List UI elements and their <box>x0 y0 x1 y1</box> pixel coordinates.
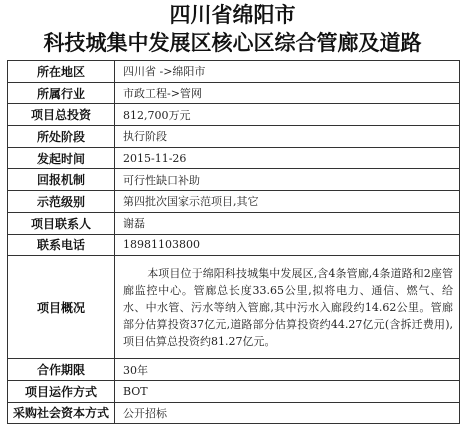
page-title <box>0 0 465 58</box>
row-label: 采购社会资本方式 <box>8 402 115 424</box>
row-label: 项目总投资 <box>8 104 115 126</box>
table-row <box>8 104 460 126</box>
table-row <box>8 234 460 256</box>
table-row <box>8 380 460 402</box>
table-row <box>8 212 460 234</box>
row-label: 发起时间 <box>8 147 115 169</box>
row-value: BOT <box>115 380 460 402</box>
row-label: 项目概况 <box>8 256 115 359</box>
table-row <box>8 359 460 381</box>
title-line-1: 四川省绵阳市 <box>169 3 296 27</box>
row-value: 18981103800 <box>115 234 460 256</box>
table-row <box>8 402 460 424</box>
row-value: 812,700万元 <box>115 104 460 126</box>
table-row <box>8 82 460 104</box>
row-value: 执行阶段 <box>115 126 460 148</box>
row-value: 谢磊 <box>115 212 460 234</box>
row-value: 公开招标 <box>115 402 460 424</box>
table-row <box>8 147 460 169</box>
table-row <box>8 191 460 213</box>
row-value: 第四批次国家示范项目,其它 <box>115 191 460 213</box>
table-row <box>8 256 460 359</box>
row-label: 所在地区 <box>8 61 115 83</box>
row-label: 项目运作方式 <box>8 380 115 402</box>
row-label: 项目联系人 <box>8 212 115 234</box>
table-row <box>8 169 460 191</box>
row-label: 所属行业 <box>8 82 115 104</box>
row-label: 合作期限 <box>8 359 115 381</box>
row-label: 示范级别 <box>8 191 115 213</box>
row-value: 四川省 ->绵阳市 <box>115 61 460 83</box>
table-row <box>8 61 460 83</box>
row-value: 2015-11-26 <box>115 147 460 169</box>
row-value: 市政工程->管网 <box>115 82 460 104</box>
table-row <box>8 126 460 148</box>
row-value: 30年 <box>115 359 460 381</box>
row-value: 可行性缺口补助 <box>115 169 460 191</box>
row-label: 所处阶段 <box>8 126 115 148</box>
project-info-table <box>7 60 460 424</box>
project-overview-text: 本项目位于绵阳科技城集中发展区,含4条管廊,4条道路和2座管廊监控中心。管廊总长度33.65公里,拟将电力、通信、燃气、给水、中水管、污水等纳入管廊,其中污水入廊段约14.62公里。管廊部分估算投资37亿元,道路部分估算投资约44.27亿元(含拆迁费用),项目估算总投资约81.27亿元。 <box>115 256 460 359</box>
row-label: 回报机制 <box>8 169 115 191</box>
title-line-2: 科技城集中发展区核心区综合管廊及道路 <box>43 31 422 55</box>
row-label: 联系电话 <box>8 234 115 256</box>
